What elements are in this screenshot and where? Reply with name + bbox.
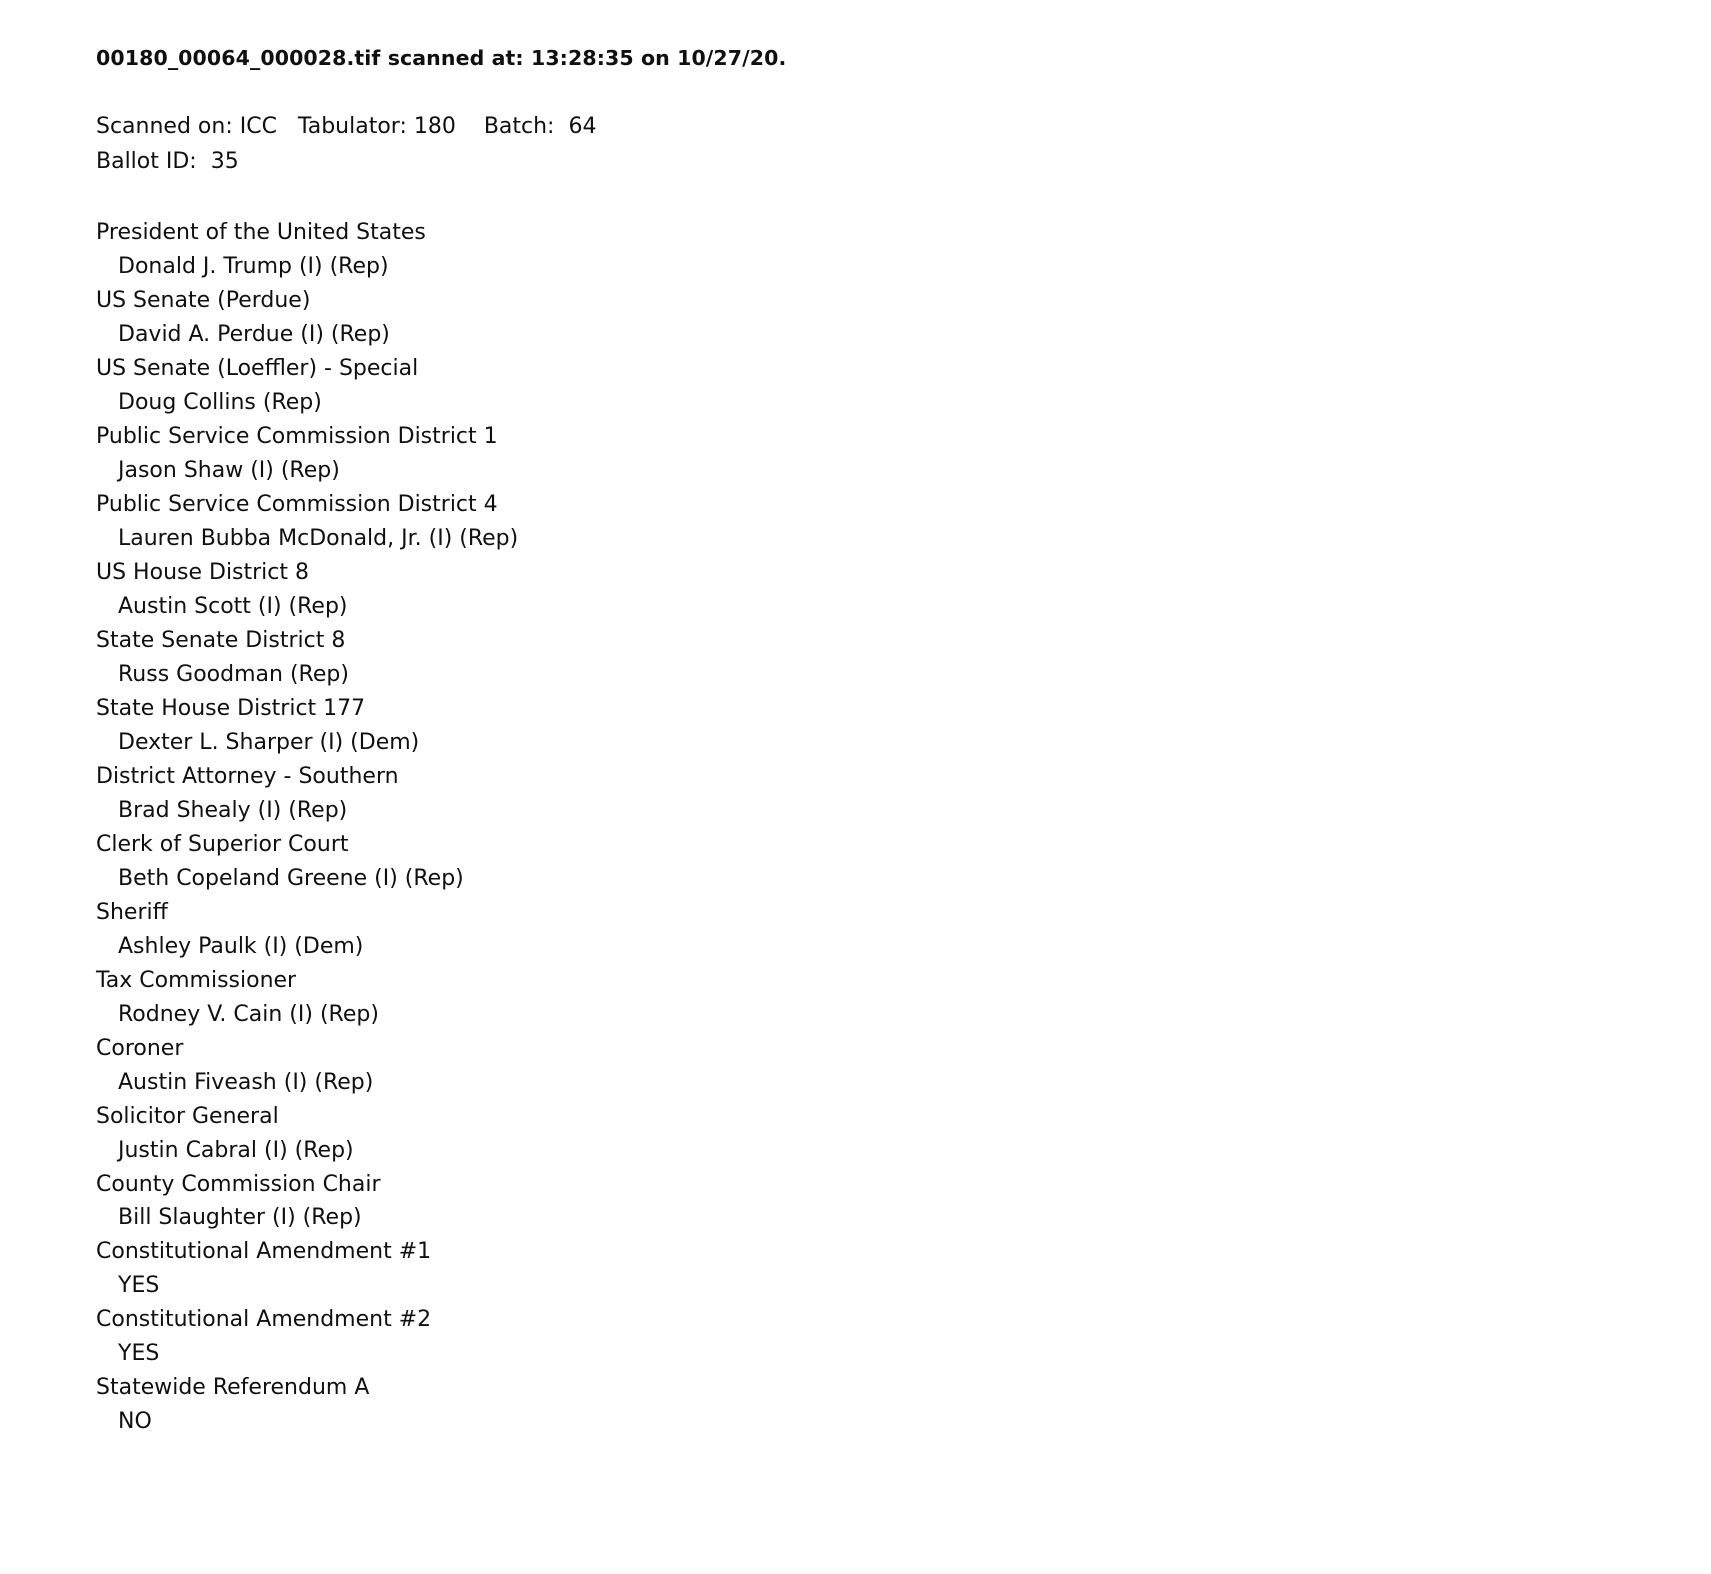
contest-title: Constitutional Amendment #2 <box>96 1307 432 1333</box>
scan-header-line: 00180_00064_000028.tif scanned at: 13:28:35 on 10/27/20. <box>96 46 787 70</box>
contest-title: Statewide Referendum A <box>96 1375 370 1401</box>
contest-title: Sheriff <box>96 899 168 925</box>
contest-selection: David A. Perdue (I) (Rep) <box>118 321 390 347</box>
contest-selection: Dexter L. Sharper (I) (Dem) <box>118 729 420 755</box>
contest-selection: Ashley Paulk (I) (Dem) <box>118 933 364 959</box>
contest-title: Public Service Commission District 1 <box>96 423 498 449</box>
contest-selection: Jason Shaw (I) (Rep) <box>118 457 340 483</box>
contest-title: US Senate (Perdue) <box>96 287 311 313</box>
contest-title: US House District 8 <box>96 559 310 585</box>
contest-selection: YES <box>118 1341 160 1367</box>
contest-selection: Justin Cabral (I) (Rep) <box>118 1137 354 1163</box>
contest-title: Public Service Commission District 4 <box>96 491 498 517</box>
contest-selection: Donald J. Trump (I) (Rep) <box>118 253 389 279</box>
scan-metadata <box>96 109 1711 180</box>
contest-selection: Austin Scott (I) (Rep) <box>118 593 348 619</box>
contest-title: US Senate (Loeffler) - Special <box>96 355 419 381</box>
contest-selection: Russ Goodman (Rep) <box>118 661 349 687</box>
contest-selection: Austin Fiveash (I) (Rep) <box>118 1069 374 1095</box>
contest-title: Constitutional Amendment #1 <box>96 1239 432 1265</box>
contest-title: Solicitor General <box>96 1103 279 1129</box>
contest-list <box>96 216 1711 1439</box>
contest-selection: Lauren Bubba McDonald, Jr. (I) (Rep) <box>118 525 519 551</box>
contest-selection: NO <box>118 1409 152 1435</box>
contest-title: County Commission Chair <box>96 1171 381 1197</box>
contest-selection: Beth Copeland Greene (I) (Rep) <box>118 865 464 891</box>
contest-selection: Brad Shealy (I) (Rep) <box>118 797 348 823</box>
contest-title: District Attorney - Southern <box>96 763 399 789</box>
contest-title: Tax Commissioner <box>96 967 297 993</box>
contest-selection: Doug Collins (Rep) <box>118 389 322 415</box>
ballot-id-line: Ballot ID: 35 <box>96 149 239 175</box>
contest-title: Clerk of Superior Court <box>96 831 349 857</box>
contest-title: State House District 177 <box>96 695 366 721</box>
contest-selection: YES <box>118 1273 160 1299</box>
scan-source-line: Scanned on: ICC Tabulator: 180 Batch: 64 <box>96 113 597 139</box>
contest-selection: Rodney V. Cain (I) (Rep) <box>118 1001 379 1027</box>
contest-title: State Senate District 8 <box>96 627 346 653</box>
contest-title: President of the United States <box>96 219 426 245</box>
contest-selection: Bill Slaughter (I) (Rep) <box>118 1205 362 1231</box>
contest-title: Coroner <box>96 1035 184 1061</box>
